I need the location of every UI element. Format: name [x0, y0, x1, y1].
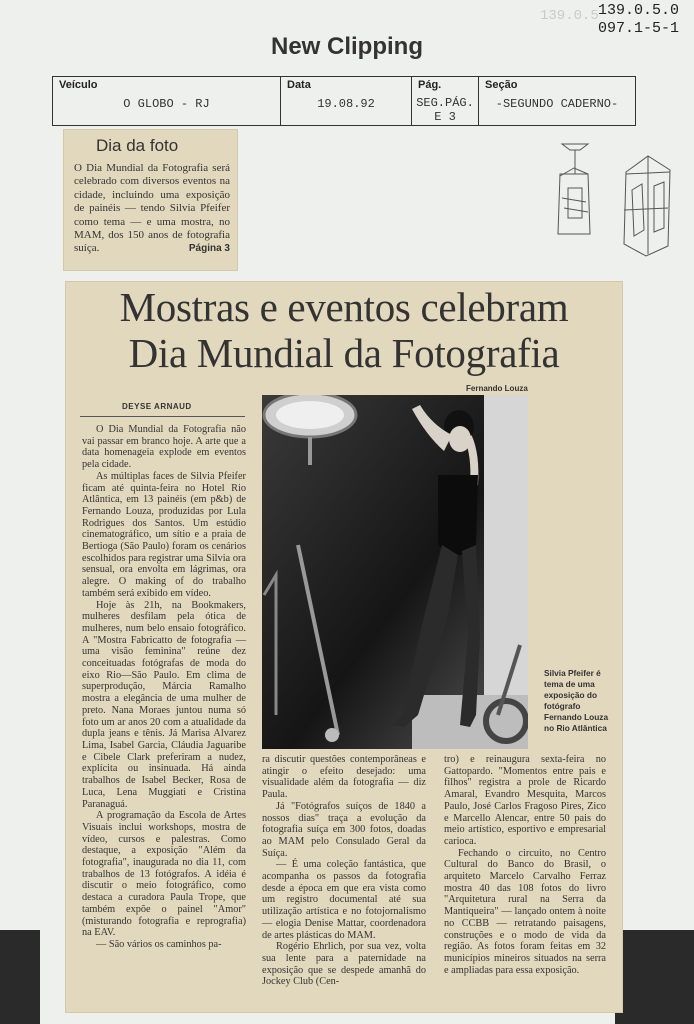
paragraph: Hoje às 21h, na Bookmakers, mulheres desfilam pela ótica de mulheres, num belo ensaio fotográfico. A "Mostra Fabricatto de fotografia — uma visão feminina" reúne dez conceituadas fotógrafas de moda do eixo Rio—São Paulo. Em clima de superprodução, Márcia Ramalho mostra a elegância de uma mulher de preto. Nana Moraes juntou numa só foto um ar anos 20 com a atualidade da dupla jeans e tênis. Já Marisa Alvarez Lima, Isabel Garcia, Cláudia Jaguaribe e Cibele Clark preferiram a nudez, explícita ou insinuada. Há ainda trabalhos de Isabel Becker, Rosa de Luca, Lena Muggiati e Cristina Paranaguá. — [82, 599, 246, 810]
meta-veiculo-label: Veículo — [59, 79, 98, 91]
photo-illustration — [262, 395, 528, 749]
paragraph: Fechando o circuito, no Centro Cultural do Banco do Brasil, o arquiteto Marcelo Carvalho Ferraz mostra 40 das 108 fotos do livro "Arquitetura rural na Serra da Mantiqueira" — lançado ontem à noite no CCBB — retratando paisagens, construções e o modo de vida da região. As fotos foram feitas em 32 municípios mineiros situados na serra e ampliadas para essa exposição. — [444, 847, 606, 976]
archive-code-faint: 139.0.5 — [540, 8, 599, 24]
article-column-2 — [262, 754, 426, 988]
main-clipping — [66, 282, 622, 1012]
meta-pagina-value — [412, 96, 478, 124]
paragraph: A programação da Escola de Artes Visuais inclui workshops, mostra de vídeo, cursos e palestras. Como destaque, a exposição "Além da fotografia", inaugurada no dia 11, com trabalhos de 13 fotógrafos. A idéia é discutir o meio fotográfico, como destaca a curadora Paula Trope, que também expõe o painel "Amor" (misturando fotografia e reprografia) na EAV. — [82, 810, 246, 939]
archive-code-line: 097.1-5-1 — [598, 20, 680, 37]
meta-data — [281, 77, 412, 125]
paragraph: Já "Fotógrafos suíços de 1840 a nossos dias" traça a evolução da fotografia suíça em 300 fotos, doadas ao MAM pelo Consulado Geral da Suíça. — [262, 800, 426, 859]
meta-data-label: Data — [287, 79, 311, 91]
meta-secao — [479, 77, 635, 125]
paragraph: — É uma coleção fantástica, que acompanha os passos da fotografia desde a época em que era vista como um registro documental até sua utilização artística e no fotojornalismo — elogia Denise Mattar, coordenadora de artes plásticas do MAM. — [262, 859, 426, 941]
archive-code-line: 139.0.5.0 — [598, 2, 680, 19]
small-clipping-page-ref: Página 3 — [188, 243, 230, 255]
photo-credit: Fernando Louza — [466, 384, 528, 393]
meta-veiculo-value: O GLOBO - RJ — [123, 97, 210, 111]
headline-line: Mostras e eventos celebram — [119, 284, 569, 330]
meta-pagina-label: Pág. — [418, 79, 442, 91]
headline-line: Dia Mundial da Fotografia — [128, 330, 560, 376]
small-clipping-title: Dia da foto — [96, 136, 179, 155]
meta-veiculo — [53, 77, 281, 125]
pencil-sketch-box-icon — [618, 150, 678, 260]
paragraph: O Dia Mundial da Fotografia não vai passar em branco hoje. A arte que a data homenageia explode em eventos pela cidade. — [82, 424, 246, 471]
photo-caption: Silvia Pfeifer é tema de uma exposição do fotógrafo Fernando Louza no Rio Atlântica — [544, 668, 609, 733]
article-column-3 — [444, 754, 606, 976]
paragraph: ra discutir questões contemporâneas e atingir o efeito desejado: uma visualidade além da fotografia — diz Paula. — [262, 754, 426, 801]
paragraph: tro) e reinaugura sexta-feira no Gattopardo. "Momentos entre pais e filhos" registra a prole de Ricardo Amaral, Evandro Mesquita, Marcos Paulo, José Carlos Fragoso Pires, Zico e Marcello Alencar, entre 50 pais do meio artístico, esportivo e empresarial carioca. — [444, 754, 606, 847]
paragraph: As múltiplas faces de Silvia Pfeifer ficam até quinta-feira no Hotel Rio Atlântica, em 13 painéis (em p&b) de Fernando Louza, produzidas por Lula Rodrigues dos Santos. Um estúdio cinematográfico, um sítio e a praia de Bertioga (São Paulo) foram os cenários escolhidos para registrar uma Silvia ora sensual, ora envolta em lágrimas, ora alegre. O making of do trabalho também será exibido em vídeo. — [82, 470, 246, 599]
meta-pagina-value-2: E 3 — [434, 110, 456, 124]
meta-secao-label: Seção — [485, 79, 518, 91]
meta-pagina — [412, 77, 479, 125]
meta-secao-value: -SEGUNDO CADERNO- — [495, 97, 619, 111]
article-column-1 — [82, 424, 246, 951]
paragraph: — São vários os caminhos pa- — [96, 938, 222, 950]
paragraph: Rogério Ehrlich, por sua vez, volta sua lente para a paternidade na exposição que se despede amanhã do Jockey Club (Cen- — [262, 941, 426, 988]
article-headline — [66, 284, 622, 376]
byline: DEYSE ARNAUD — [122, 402, 192, 411]
article-photo — [262, 395, 528, 749]
clipping-meta-table — [52, 76, 636, 126]
small-clipping-text: O Dia Mundial da Fotografia será celebrado com diversos eventos na cidade, incluindo uma exposição de painéis — tendo Silvia Pfeifer como tema — e uma mostra, no MAM, dos 150 anos de fotografia suíça. — [74, 162, 230, 255]
small-clipping — [64, 130, 237, 270]
meta-pagina-value-1: SEG.PÁG. — [416, 96, 474, 110]
small-clipping-body — [74, 162, 230, 256]
meta-data-value: 19.08.92 — [317, 97, 375, 111]
pencil-sketch-lamp-icon — [548, 138, 608, 238]
page-title: New Clipping — [271, 33, 423, 60]
byline-rule — [80, 416, 245, 417]
